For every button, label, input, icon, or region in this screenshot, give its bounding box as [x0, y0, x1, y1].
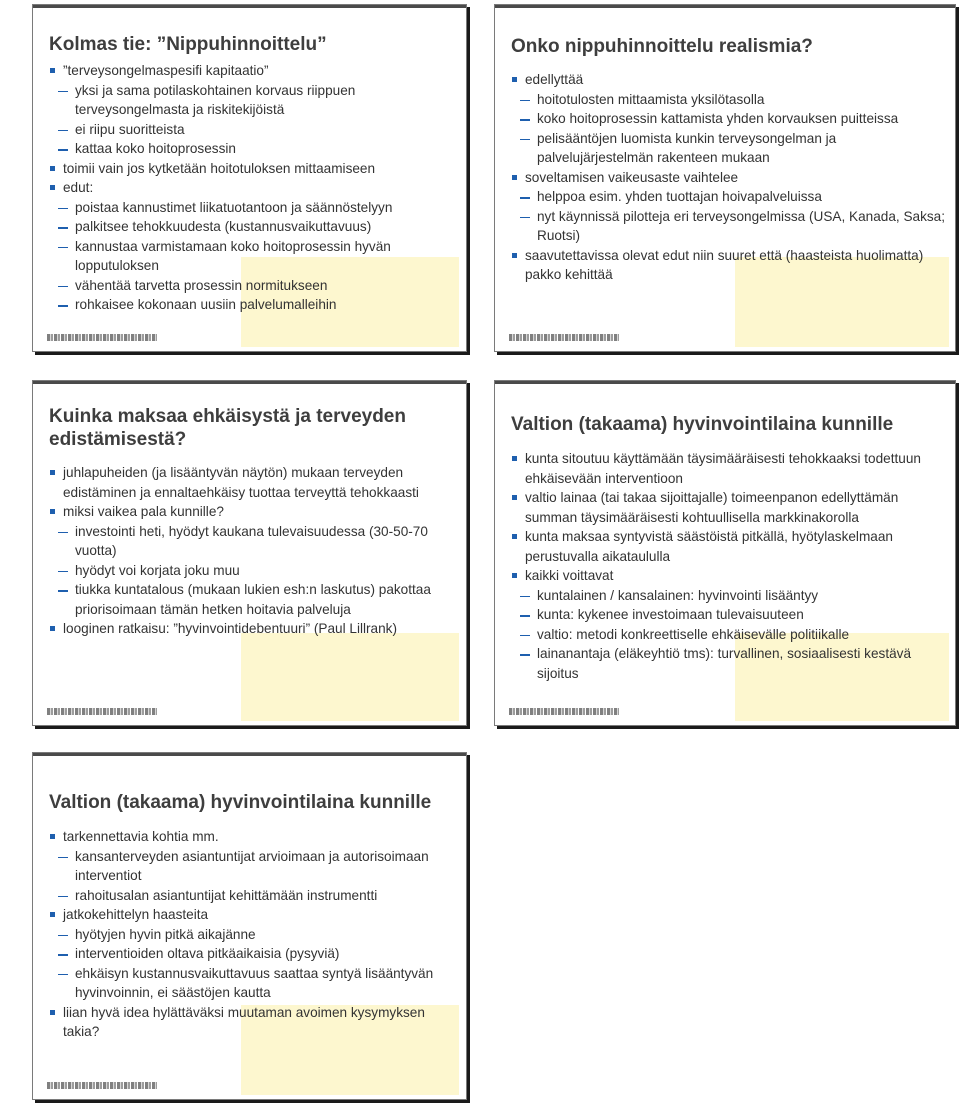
bullet-item: edut:	[49, 178, 456, 198]
slide-title: Onko nippuhinnoittelu realismia?	[511, 36, 813, 57]
slide-5	[32, 752, 467, 1100]
sub-bullet-item: ei riipu suoritteista	[49, 120, 456, 140]
sub-bullet-item: ehkäisyn kustannusvaikuttavuus saattaa syntyä lisääntyvän hyvinvoinnin, ei säästöjen kautta	[49, 964, 456, 1003]
bullet-item: tarkennettavia kohtia mm.	[49, 827, 456, 847]
bullet-item: saavutettavissa olevat edut niin suuret että (haasteista huolimatta) pakko kehittää	[511, 246, 945, 285]
bullet-item: liian hyvä idea hylättäväksi muutaman avoimen kysymyksen takia?	[49, 1003, 456, 1042]
sub-bullet-item: kattaa koko hoitoprosessin	[49, 139, 456, 159]
sub-bullet-item: investointi heti, hyödyt kaukana tulevaisuudessa (30-50-70 vuotta)	[49, 522, 456, 561]
slide-3	[32, 380, 467, 726]
bullet-item: toimii vain jos kytketään hoitotuloksen mittaamiseen	[49, 159, 456, 179]
sub-bullet-item: hyödyt voi korjata joku muu	[49, 561, 456, 581]
sub-bullet-item: tiukka kuntatalous (mukaan lukien esh:n laskutus) pakottaa priorisoimaan tämän hetken hoitavia palveluja	[49, 580, 456, 619]
sub-bullet-item: hyötyjen hyvin pitkä aikajänne	[49, 925, 456, 945]
highlight-box	[241, 633, 459, 721]
bullet-list	[511, 70, 945, 285]
footer-logo	[47, 334, 157, 341]
sub-bullet-item: rohkaisee kokonaan uusiin palvelumalleihin	[49, 295, 456, 315]
sub-bullet-item: helppoa esim. yhden tuottajan hoivapalveluissa	[511, 187, 945, 207]
bullet-item: miksi vaikea pala kunnille?	[49, 502, 456, 522]
bullet-item: kunta maksaa syntyvistä säästöistä pitkällä, hyötylaskelmaan perustuvalla aikataululla	[511, 527, 945, 566]
sub-bullet-item: kunta: kykenee investoimaan tulevaisuuteen	[511, 605, 945, 625]
sub-bullet-item: kansanterveyden asiantuntijat arvioimaan ja autorisoimaan interventiot	[49, 847, 456, 886]
sub-bullet-item: poistaa kannustimet liikatuotantoon ja säännöstelyyn	[49, 198, 456, 218]
sub-bullet-item: hoitotulosten mittaamista yksilötasolla	[511, 90, 945, 110]
bullet-item: juhlapuheiden (ja lisääntyvän näytön) mukaan terveyden edistäminen ja ennaltaehkäisy tuottaa terveyttä tehokkaasti	[49, 463, 456, 502]
footer-logo	[509, 334, 619, 341]
slide-title: Valtion (takaama) hyvinvointilaina kunnille	[511, 414, 894, 435]
slide-4	[494, 380, 956, 726]
bullet-item: edellyttää	[511, 70, 945, 90]
bullet-item: jatkokehittelyn haasteita	[49, 905, 456, 925]
bullet-item: looginen ratkaisu: ”hyvinvointidebentuuri” (Paul Lillrank)	[49, 619, 456, 639]
sub-bullet-item: pelisääntöjen luomista kunkin terveysongelman ja palvelujärjestelmän rakenteen mukaan	[511, 129, 945, 168]
sub-bullet-item: valtio: metodi konkreettiselle ehkäisevälle politiikalle	[511, 625, 945, 645]
slide-title: Kuinka maksaa ehkäisystä ja terveyden edistämisestä?	[49, 406, 406, 450]
footer-logo	[47, 1082, 157, 1089]
sub-bullet-item: lainanantaja (eläkeyhtiö tms): turvallinen, sosiaalisesti kestävä sijoitus	[511, 644, 945, 683]
sub-bullet-item: vähentää tarvetta prosessin normitukseen	[49, 276, 456, 296]
footer-logo	[509, 708, 619, 715]
sub-bullet-item: palkitsee tehokkuudesta (kustannusvaikuttavuus)	[49, 217, 456, 237]
bullet-item: kunta sitoutuu käyttämään täysimääräisesti tehokkaaksi todettuun ehkäisevään interventioon	[511, 449, 945, 488]
slide-1	[32, 4, 467, 352]
sub-bullet-item: koko hoitoprosessin kattamista yhden korvauksen puitteissa	[511, 109, 945, 129]
bullet-item: kaikki voittavat	[511, 566, 945, 586]
sub-bullet-item: rahoitusalan asiantuntijat kehittämään instrumentti	[49, 886, 456, 906]
slide-title: Kolmas tie: ”Nippuhinnoittelu”	[49, 34, 327, 55]
slide-title: Valtion (takaama) hyvinvointilaina kunnille	[49, 792, 432, 813]
sub-bullet-item: kuntalainen / kansalainen: hyvinvointi lisääntyy	[511, 586, 945, 606]
bullet-list	[49, 61, 456, 315]
bullet-item: valtio lainaa (tai takaa sijoittajalle) toimeenpanon edellyttämän summan täysimääräisesti kohtuullisella markkinakorolla	[511, 488, 945, 527]
slide-2	[494, 4, 956, 352]
bullet-item: soveltamisen vaikeusaste vaihtelee	[511, 168, 945, 188]
sub-bullet-item: nyt käynnissä pilotteja eri terveysongelmissa (USA, Kanada, Saksa; Ruotsi)	[511, 207, 945, 246]
sub-bullet-item: yksi ja sama potilaskohtainen korvaus riippuen terveysongelmasta ja riskitekijöistä	[49, 81, 456, 120]
bullet-list	[49, 463, 456, 639]
bullet-item: ”terveysongelmaspesifi kapitaatio”	[49, 61, 456, 81]
sub-bullet-item: interventioiden oltava pitkäaikaisia (pysyviä)	[49, 944, 456, 964]
sub-bullet-item: kannustaa varmistamaan koko hoitoprosessin hyvän lopputuloksen	[49, 237, 456, 276]
bullet-list	[49, 827, 456, 1042]
bullet-list	[511, 449, 945, 683]
footer-logo	[47, 708, 157, 715]
